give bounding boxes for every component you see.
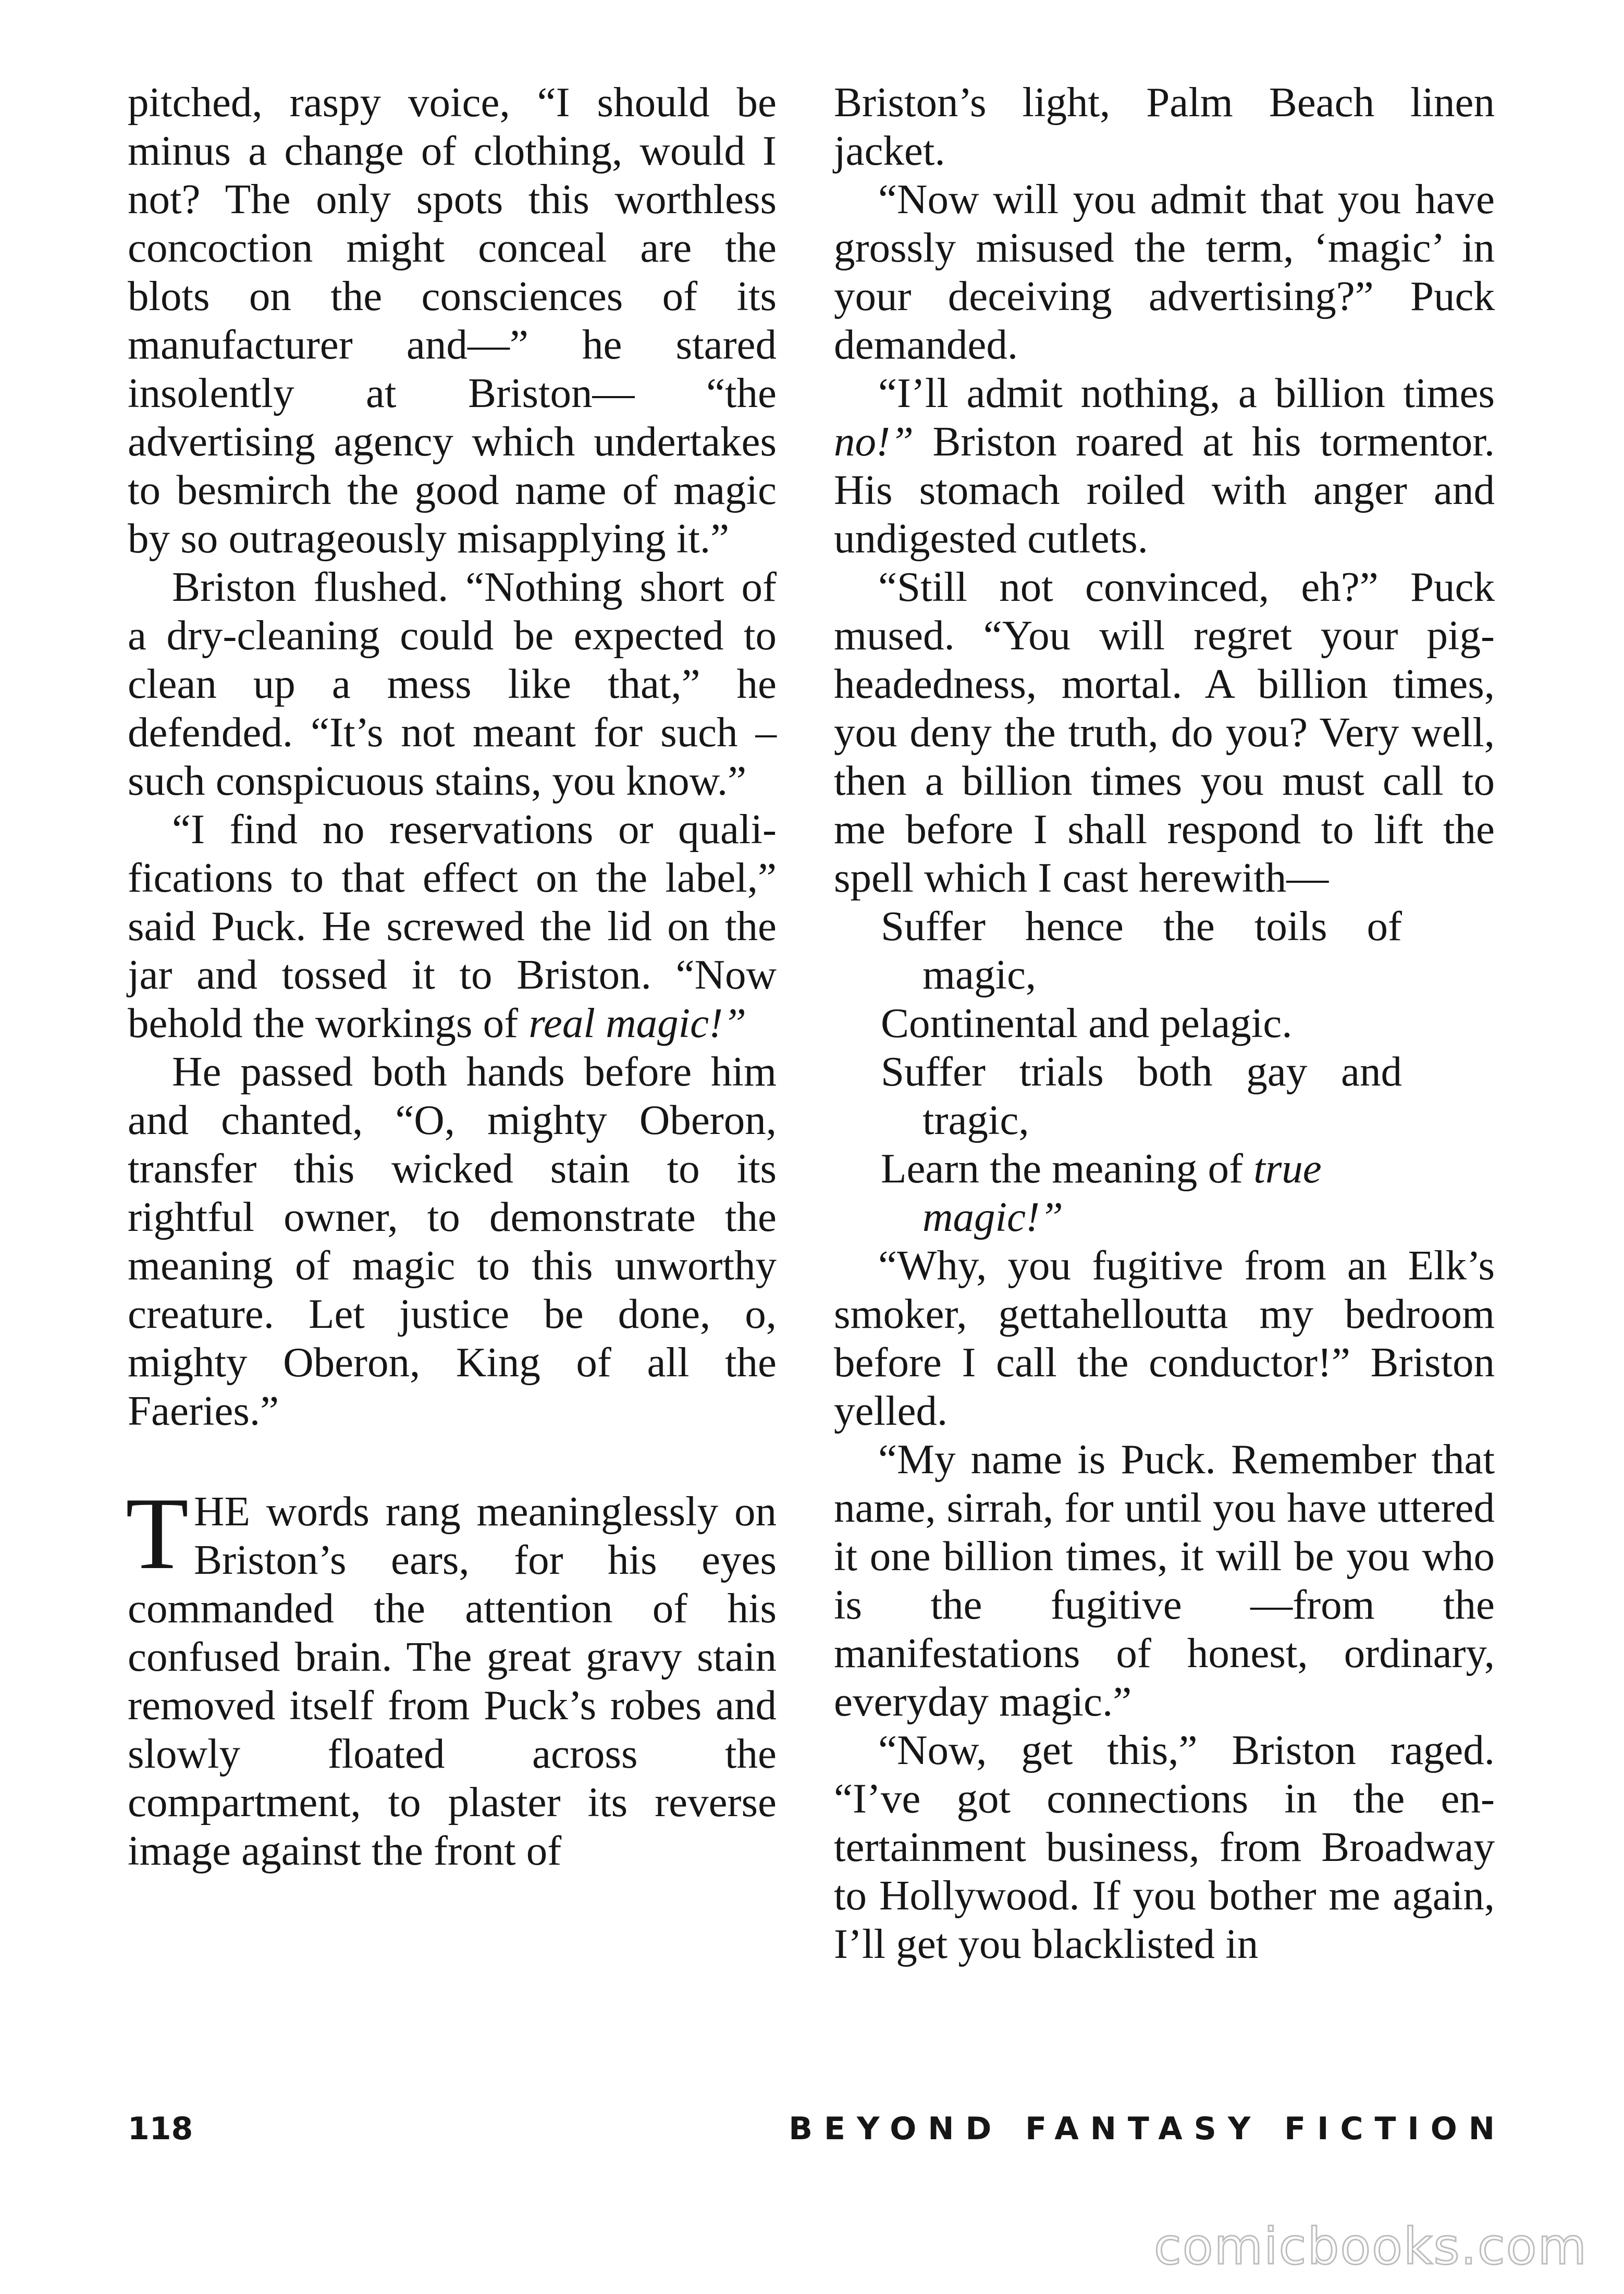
left-column: [128, 78, 777, 1875]
paragraph-text: “I’ll admit nothing, a billion times: [878, 369, 1495, 416]
paragraph: “Now will you admit that you have grossly misused the term, ‘magic’ in your deceiving advertising?” Puck demanded.: [834, 176, 1495, 368]
verse-line: Suffer trials both gay and: [881, 1048, 1402, 1095]
paragraph-text: HE words rang meaninglessly on Briston’s ears, for his eyes commanded the attention of his confused brain. The great gravy stain removed itself from Puck’s robes and slowly floated across the compartment, to plaster its reverse image against the front of: [128, 1488, 777, 1874]
running-title: BEYOND FANTASY FICTION: [789, 2111, 1506, 2147]
paragraph-text: “I find no reservations or qualifications to that effect on the label,” said Puck. He screwed the lid on the jar and tossed it to Briston. “Now behold the workings of: [128, 806, 777, 1046]
paragraph: He passed both hands before him and chanted, “O, mighty Oberon, transfer this wicked stain to its rightful owner, to demonstrate the meaning of magic to this unworthy creature. Let justice be done, o, mighty Oberon, King of all the Faeries.”: [128, 1048, 777, 1434]
italic-text: true: [1253, 1145, 1322, 1192]
section-opening-paragraph: [126, 1476, 777, 1875]
drop-cap: T: [126, 1476, 189, 1590]
watermark: comicbooks.com: [1153, 2217, 1588, 2276]
verse-line-continuation: [834, 1193, 1495, 1241]
paragraph: [834, 369, 1495, 563]
right-column: [834, 78, 1495, 1968]
paragraph-text: Briston roared at his tormentor. His stomach roiled with anger and undigested cutlets.: [834, 418, 1495, 562]
paragraph: Briston flushed. “Nothing short of a dry-cleaning could be expected to clean up a mess like that,” he defended. “It’s not meant for such – such conspicuous stains, you know.”: [128, 563, 777, 804]
paragraph: “Still not convinced, eh?” Puck mused. “You will regret your pigheadedness, mortal. A billion times, you deny the truth, do you? Very well, then a billion times you must call to me before I shall respond to lift the spell which I cast herewith—: [834, 563, 1495, 901]
verse-text: Learn the meaning of: [881, 1145, 1254, 1192]
verse-line-continuation: tragic,: [922, 1096, 1029, 1143]
paragraph: “Now, get this,” Briston raged. “I’ve got connections in the entertainment business, from Broadway to Hollywood. If you bother me again, I’ll get you blacklisted in: [834, 1726, 1495, 1967]
verse-line: Continental and pelagic.: [881, 1000, 1293, 1046]
verse-line: [834, 1144, 1402, 1193]
italic-text: magic!”: [922, 1193, 1063, 1240]
paragraph: pitched, raspy voice, “I should be minus a change of clothing, would I not? The only spots this worthless concoction might conceal are the blots on the consciences of its manufacturer and—” he stared insolently at Briston— “the advertising agency which undertakes to besmirch the good name of magic by so outrageously misapplying it.”: [128, 79, 777, 562]
paragraph: “My name is Puck. Remember that name, sirrah, for until you have uttered it one billion times, it will be you who is the fugitive —from the manifestations of honest, ordinary, everyday magic.”: [834, 1436, 1495, 1725]
italic-text: no!”: [834, 418, 914, 465]
paragraph: “Why, you fugitive from an Elk’s smoker, gettahelloutta my bedroom before I call the conductor!” Briston yelled.: [834, 1242, 1495, 1434]
paragraph: Briston’s light, Palm Beach linen jacket.: [834, 79, 1495, 174]
verse-line-continuation: magic,: [922, 951, 1037, 998]
italic-text: real magic!”: [528, 1000, 747, 1046]
verse: [834, 902, 1495, 1241]
page-number: 118: [128, 2111, 193, 2147]
paragraph: [128, 805, 777, 1047]
verse-line: Suffer hence the toils of: [881, 903, 1402, 949]
